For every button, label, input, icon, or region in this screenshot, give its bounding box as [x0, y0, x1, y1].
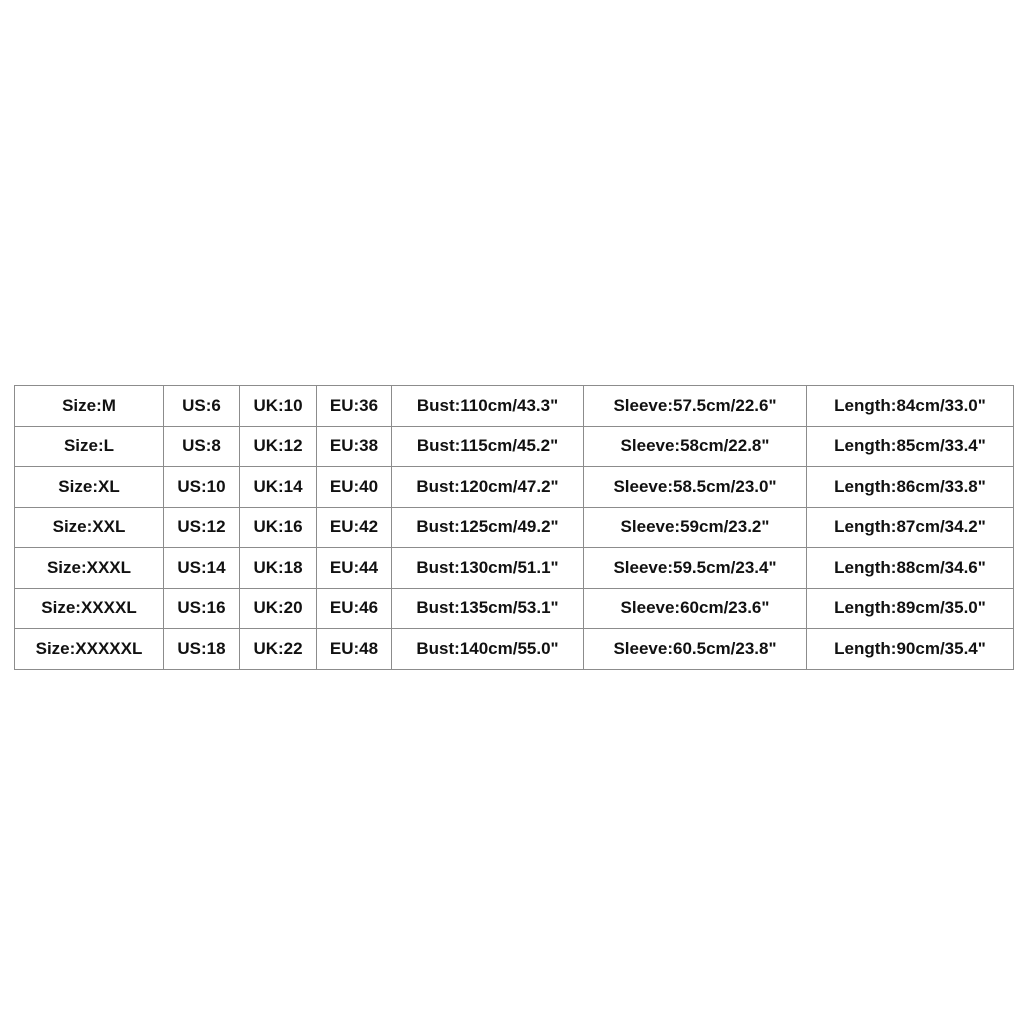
size-cell: Size:XXXXL: [15, 588, 164, 629]
table-row: [15, 629, 1014, 670]
size-cell: Size:XXXXXL: [15, 629, 164, 670]
eu-cell: EU:38: [317, 426, 392, 467]
bust-cell: Bust:130cm/51.1": [392, 548, 584, 589]
size-chart-table: [14, 385, 1014, 670]
table-row: [15, 548, 1014, 589]
us-cell: US:16: [164, 588, 240, 629]
bust-cell: Bust:120cm/47.2": [392, 467, 584, 508]
length-cell: Length:84cm/33.0": [807, 386, 1014, 427]
size-chart-body: [15, 386, 1014, 670]
uk-cell: UK:18: [240, 548, 317, 589]
table-row: [15, 507, 1014, 548]
us-cell: US:18: [164, 629, 240, 670]
table-row: [15, 426, 1014, 467]
eu-cell: EU:36: [317, 386, 392, 427]
bust-cell: Bust:140cm/55.0": [392, 629, 584, 670]
uk-cell: UK:14: [240, 467, 317, 508]
length-cell: Length:88cm/34.6": [807, 548, 1014, 589]
sleeve-cell: Sleeve:59.5cm/23.4": [584, 548, 807, 589]
uk-cell: UK:16: [240, 507, 317, 548]
table-row: [15, 588, 1014, 629]
sleeve-cell: Sleeve:60.5cm/23.8": [584, 629, 807, 670]
size-cell: Size:XXL: [15, 507, 164, 548]
length-cell: Length:85cm/33.4": [807, 426, 1014, 467]
us-cell: US:10: [164, 467, 240, 508]
eu-cell: EU:42: [317, 507, 392, 548]
us-cell: US:8: [164, 426, 240, 467]
eu-cell: EU:46: [317, 588, 392, 629]
us-cell: US:6: [164, 386, 240, 427]
bust-cell: Bust:115cm/45.2": [392, 426, 584, 467]
length-cell: Length:86cm/33.8": [807, 467, 1014, 508]
uk-cell: UK:12: [240, 426, 317, 467]
eu-cell: EU:40: [317, 467, 392, 508]
eu-cell: EU:44: [317, 548, 392, 589]
uk-cell: UK:10: [240, 386, 317, 427]
size-cell: Size:XL: [15, 467, 164, 508]
uk-cell: UK:20: [240, 588, 317, 629]
sleeve-cell: Sleeve:58.5cm/23.0": [584, 467, 807, 508]
sleeve-cell: Sleeve:59cm/23.2": [584, 507, 807, 548]
table-row: [15, 467, 1014, 508]
length-cell: Length:89cm/35.0": [807, 588, 1014, 629]
table-row: [15, 386, 1014, 427]
uk-cell: UK:22: [240, 629, 317, 670]
bust-cell: Bust:110cm/43.3": [392, 386, 584, 427]
sleeve-cell: Sleeve:57.5cm/22.6": [584, 386, 807, 427]
sleeve-cell: Sleeve:60cm/23.6": [584, 588, 807, 629]
length-cell: Length:87cm/34.2": [807, 507, 1014, 548]
us-cell: US:12: [164, 507, 240, 548]
sleeve-cell: Sleeve:58cm/22.8": [584, 426, 807, 467]
size-cell: Size:XXXL: [15, 548, 164, 589]
eu-cell: EU:48: [317, 629, 392, 670]
length-cell: Length:90cm/35.4": [807, 629, 1014, 670]
size-cell: Size:L: [15, 426, 164, 467]
bust-cell: Bust:135cm/53.1": [392, 588, 584, 629]
size-cell: Size:M: [15, 386, 164, 427]
bust-cell: Bust:125cm/49.2": [392, 507, 584, 548]
us-cell: US:14: [164, 548, 240, 589]
